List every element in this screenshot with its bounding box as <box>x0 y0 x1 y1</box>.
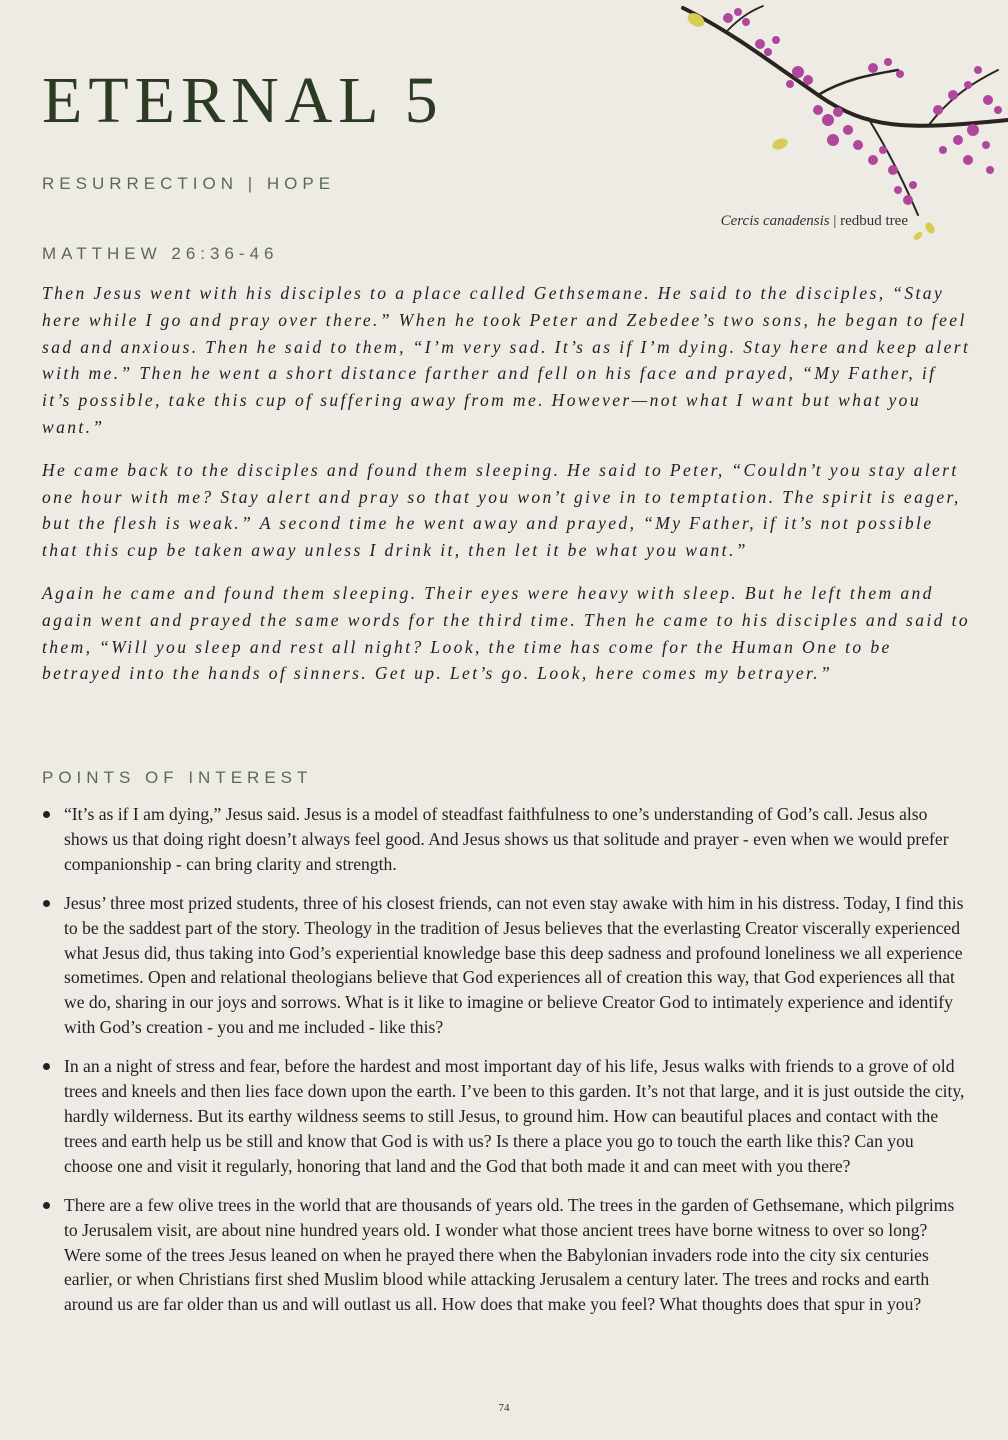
list-item <box>40 891 965 1040</box>
list-item-text: There are a few olive trees in the world that are thousands of years old. The trees in the garden of Gethsemane, which pilgrims to Jerusalem visit, are about nine hundred years old. I wonder what those ancient trees have borne witness to over so long? Were some of the trees Jesus leaned on when he prayed there when the Babylonian invaders rode into the city six centuries earlier, or when Christians first shed Muslim blood while attacking Jerusalem a century later. The trees and rocks and earth around us are far older than us and will outlast us all. How does that make you feel? What thoughts does that spur in you? <box>64 1194 955 1315</box>
list-item <box>40 802 965 877</box>
scripture-passage <box>42 280 972 703</box>
illustration-caption <box>721 213 908 230</box>
bullet-icon <box>43 1202 50 1209</box>
scripture-paragraph: Again he came and found them sleeping. Their eyes were heavy with sleep. But he left them and again went and prayed the same words for the third time. Then he came to his disciples and said to them, “Will you sleep and rest all night? Look, the time has come for the Human One to be betrayed into the hands of sinners. Get up. Let’s go. Look, here comes my betrayer.” <box>42 582 971 684</box>
page-subtitle: RESURRECTION | HOPE <box>42 174 336 193</box>
bullet-icon <box>43 900 50 907</box>
points-of-interest-heading: POINTS OF INTEREST <box>42 768 313 787</box>
caption-species: Cercis canadensis <box>720 213 830 229</box>
list-item-text: Jesus’ three most prized students, three of his closest friends, can not even stay awake with him in his distress. Today, I find this to be the saddest part of the story. Theology in the tradition of Jesus believes that the everlasting Creator viscerally experienced what Jesus did, thus taking into God’s experiential knowledge base this deep sadness and profound loneliness we all experience sometimes. Open and relational theologians believe that God experiences all of creation this way, that God experiences all that we do, sharing in our joys and sorrows. What is it like to imagine or believe Creator God to intimately experience and identify with God’s creation - you and me included - like this? <box>64 892 964 1038</box>
scripture-paragraph: Then Jesus went with his disciples to a place called Gethsemane. He said to the disciples, “Stay here while I go and pray over there.” When he took Peter and Zebedee’s two sons, he began to feel sad and anxious. Then he said to them, “I’m very sad. It’s as if I’m dying. Stay here and keep alert with me.” Then he went a short distance farther and fell on his face and prayed, “My Father, if it’s possible, take this cup of suffering away from me. However—not what I want but what you want.” <box>42 283 971 437</box>
list-item-text: In an a night of stress and fear, before the hardest and most important day of his life, Jesus walks with friends to a grove of old trees and kneels and then lies face down upon the earth. I’ve been to this garden. It’s not that large, and it is just outside the city, hardly wilderness. But its earthy wildness seems to still Jesus, to ground him. How can beautiful places and contact with the trees and earth help us be still and know that God is with us? Is there a place you go to touch the earth like this? Can you choose one and visit it regularly, honoring that land and the God that both made it and can meet with you there? <box>64 1056 965 1176</box>
list-item <box>40 1193 965 1318</box>
bullet-icon <box>43 811 50 818</box>
scripture-paragraph: He came back to the disciples and found them sleeping. He said to Peter, “Couldn’t you stay alert one hour with me? Stay alert and pray so that you won’t give in to temptation. The spirit is eager, but the flesh is weak.” A second time he went away and prayed, “My Father, if it’s not possible that this cup be taken away unless I drink it, then let it be what you want.” <box>42 459 961 561</box>
page-title: ETERNAL 5 <box>42 64 444 137</box>
list-item <box>40 1054 965 1179</box>
bullet-icon <box>43 1063 50 1070</box>
redbud-branch-illustration <box>668 0 1008 245</box>
page-number: 74 <box>498 1402 510 1414</box>
list-item-text: “It’s as if I am dying,” Jesus said. Jesus is a model of steadfast faithfulness to one’s understanding of God’s call. Jesus also shows us that doing right doesn’t always feel good. And Jesus shows us that solitude and prayer - even when we would prefer companionship - can bring clarity and strength. <box>64 804 949 874</box>
scripture-reference: MATTHEW 26:36-46 <box>42 244 279 263</box>
caption-common-name: | redbud tree <box>829 213 908 229</box>
points-of-interest-list <box>40 802 965 1331</box>
